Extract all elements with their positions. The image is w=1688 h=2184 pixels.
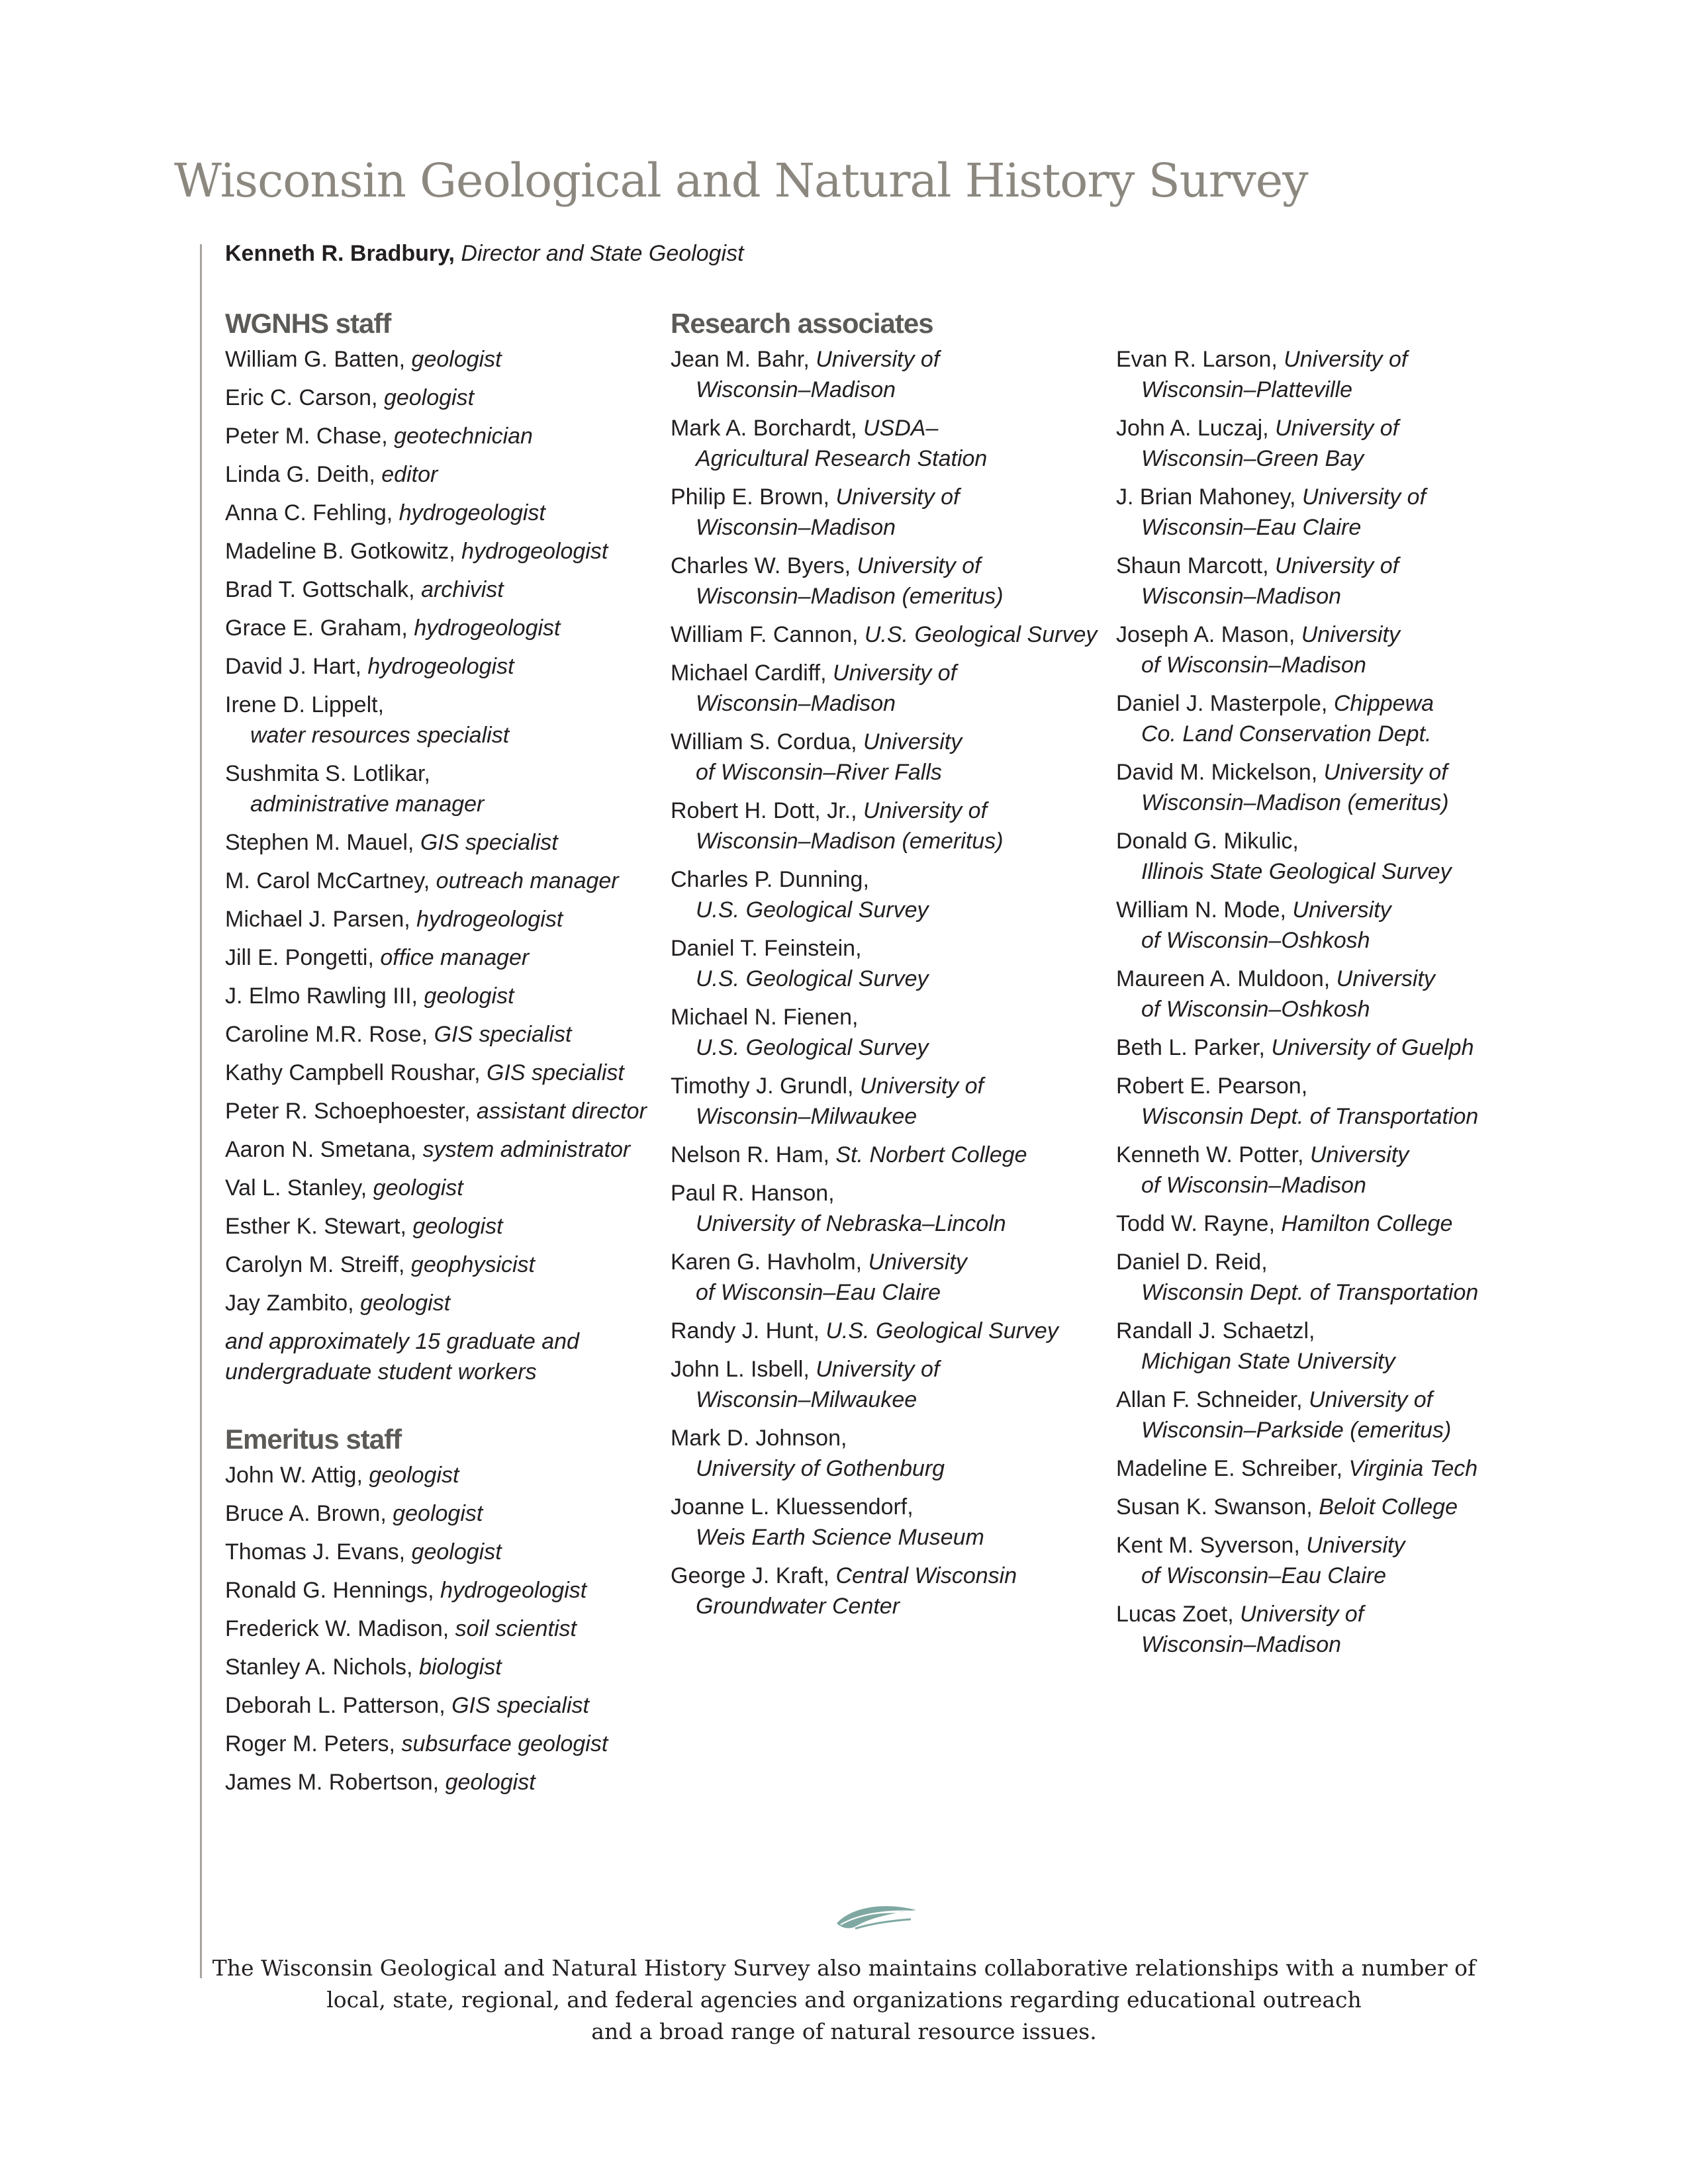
person-role: assistant director bbox=[476, 1099, 647, 1124]
list-item bbox=[225, 1058, 649, 1088]
list-item bbox=[225, 1460, 649, 1490]
person-name: Stanley A. Nichols, bbox=[225, 1655, 413, 1680]
director-name: Kenneth R. Bradbury, bbox=[225, 241, 455, 266]
list-item bbox=[1116, 895, 1487, 956]
person-role: outreach manager bbox=[436, 868, 619, 893]
list-item bbox=[225, 866, 649, 896]
person-role: Chippewa bbox=[1333, 691, 1434, 716]
person-name: Madeline B. Gotkowitz, bbox=[225, 539, 455, 564]
person-role: Beloit College bbox=[1319, 1494, 1458, 1520]
person-affiliation: Co. Land Conservation Dept. bbox=[1141, 721, 1432, 747]
person-name: Randall J. Schaetzl, bbox=[1116, 1318, 1315, 1343]
person-name: Kenneth W. Potter, bbox=[1116, 1142, 1304, 1167]
person-name: Irene D. Lippelt, bbox=[225, 692, 385, 717]
person-name: Peter R. Schoephoester, bbox=[225, 1099, 471, 1124]
list-item bbox=[671, 1178, 1107, 1239]
person-name: John L. Isbell, bbox=[671, 1357, 810, 1382]
list-item bbox=[671, 344, 1107, 405]
list-item bbox=[225, 1173, 649, 1203]
list-item bbox=[225, 1690, 649, 1721]
person-affiliation: Illinois State Geological Survey bbox=[1141, 859, 1452, 884]
person-name: Mark D. Johnson, bbox=[671, 1426, 847, 1451]
person-affiliation: Wisconsin–Madison bbox=[696, 515, 896, 540]
person-role: geologist bbox=[369, 1463, 459, 1488]
person-affiliation: Weis Earth Science Museum bbox=[696, 1525, 984, 1550]
person-name: Allan F. Schneider, bbox=[1116, 1387, 1303, 1412]
person-name: Grace E. Graham, bbox=[225, 615, 408, 641]
person-name: Maureen A. Muldoon, bbox=[1116, 966, 1331, 991]
person-name: Jean M. Bahr, bbox=[671, 347, 810, 372]
person-name: Madeline E. Schreiber, bbox=[1116, 1456, 1343, 1481]
associates-column-1 bbox=[671, 303, 1107, 1629]
person-affiliation: University of Nebraska–Lincoln bbox=[696, 1211, 1006, 1236]
person-name: Paul R. Hanson, bbox=[671, 1181, 835, 1206]
list-item bbox=[671, 1354, 1107, 1415]
list-item bbox=[1116, 757, 1487, 818]
list-item bbox=[225, 1767, 649, 1797]
person-name: Esther K. Stewart, bbox=[225, 1214, 406, 1239]
list-item bbox=[1116, 1385, 1487, 1445]
person-name: Evan R. Larson, bbox=[1116, 347, 1278, 372]
person-affiliation: of Wisconsin–Madison bbox=[1141, 653, 1366, 678]
person-role: geologist bbox=[360, 1291, 451, 1316]
list-item bbox=[1116, 1140, 1487, 1201]
person-role: University of bbox=[835, 484, 960, 510]
person-name: Frederick W. Madison, bbox=[225, 1616, 449, 1641]
person-name: Robert H. Dott, Jr., bbox=[671, 798, 857, 823]
person-role: GIS specialist bbox=[487, 1060, 624, 1085]
person-affiliation: U.S. Geological Survey bbox=[696, 966, 929, 991]
list-item bbox=[225, 1575, 649, 1606]
person-role: hydrogeologist bbox=[414, 615, 561, 641]
person-role: geologist bbox=[411, 347, 502, 372]
list-item bbox=[225, 1498, 649, 1529]
person-role: system administrator bbox=[422, 1137, 631, 1162]
person-affiliation: of Wisconsin–Eau Claire bbox=[696, 1280, 941, 1305]
person-role: GIS specialist bbox=[420, 830, 558, 855]
person-role: University of bbox=[1275, 416, 1399, 441]
footer-line-2: local, state, regional, and federal agencies and organizations regarding educational outreach bbox=[326, 1987, 1362, 2013]
person-name: M. Carol McCartney, bbox=[225, 868, 430, 893]
list-item bbox=[225, 1652, 649, 1682]
person-name: Charles W. Byers, bbox=[671, 553, 851, 578]
person-name: Carolyn M. Streiff, bbox=[225, 1252, 405, 1277]
person-name: Linda G. Deith, bbox=[225, 462, 375, 487]
list-item bbox=[1116, 1032, 1487, 1063]
associates-list-1 bbox=[671, 344, 1107, 1621]
associates-list-2 bbox=[1116, 344, 1487, 1660]
person-name: Donald G. Mikulic, bbox=[1116, 829, 1299, 854]
person-name: Todd W. Rayne, bbox=[1116, 1211, 1276, 1236]
person-role: hydrogeologist bbox=[399, 500, 545, 525]
person-role: U.S. Geological Survey bbox=[864, 622, 1098, 647]
person-affiliation: Wisconsin–Green Bay bbox=[1141, 446, 1364, 471]
person-name: Michael J. Parsen, bbox=[225, 907, 410, 932]
person-name: Deborah L. Patterson, bbox=[225, 1693, 445, 1718]
list-item bbox=[1116, 344, 1487, 405]
person-name: Philip E. Brown, bbox=[671, 484, 829, 510]
director-role: Director and State Geologist bbox=[461, 241, 744, 266]
list-item bbox=[1116, 1247, 1487, 1308]
person-role: University of bbox=[857, 553, 981, 578]
person-role: St. Norbert College bbox=[835, 1142, 1027, 1167]
person-affiliation: of Wisconsin–River Falls bbox=[696, 760, 942, 785]
list-item bbox=[225, 758, 649, 819]
person-role: University bbox=[1309, 1142, 1409, 1167]
staff-heading: WGNHS staff bbox=[225, 308, 391, 339]
person-affiliation: Wisconsin–Parkside (emeritus) bbox=[1141, 1418, 1452, 1443]
person-role: biologist bbox=[418, 1655, 502, 1680]
list-item bbox=[671, 551, 1107, 612]
person-affiliation: Wisconsin–Madison (emeritus) bbox=[696, 584, 1004, 609]
list-item bbox=[225, 904, 649, 934]
list-item bbox=[671, 1247, 1107, 1308]
person-role: University bbox=[1292, 897, 1391, 923]
person-affiliation: University of Gothenburg bbox=[696, 1456, 945, 1481]
person-name: Eric C. Carson, bbox=[225, 385, 378, 410]
person-role: U.S. Geological Survey bbox=[825, 1318, 1058, 1343]
person-affiliation: Groundwater Center bbox=[696, 1594, 900, 1619]
person-role: geologist bbox=[383, 385, 475, 410]
person-name: James M. Robertson, bbox=[225, 1770, 440, 1795]
person-role: University of bbox=[833, 660, 957, 686]
leaf-ornament-icon bbox=[833, 1899, 920, 1934]
list-item bbox=[671, 933, 1107, 994]
person-name: Aaron N. Smetana, bbox=[225, 1137, 417, 1162]
person-affiliation: water resources specialist bbox=[250, 723, 510, 748]
list-item bbox=[225, 613, 649, 643]
list-item bbox=[225, 536, 649, 567]
list-item bbox=[225, 1729, 649, 1759]
person-affiliation: Agricultural Research Station bbox=[696, 446, 988, 471]
footer-line-1: The Wisconsin Geological and Natural History Survey also maintains collaborative relationships with a number of bbox=[212, 1955, 1476, 1981]
emeritus-list bbox=[225, 1460, 649, 1797]
person-affiliation: U.S. Geological Survey bbox=[696, 897, 929, 923]
person-name: Karen G. Havholm, bbox=[671, 1250, 863, 1275]
person-name: William S. Cordua, bbox=[671, 729, 857, 754]
person-affiliation: Wisconsin–Eau Claire bbox=[1141, 515, 1362, 540]
student-note-line-1: and approximately 15 graduate and bbox=[225, 1329, 579, 1354]
person-role: hydrogeologist bbox=[461, 539, 608, 564]
list-item bbox=[671, 482, 1107, 543]
person-name: Susan K. Swanson, bbox=[1116, 1494, 1313, 1520]
emeritus-heading: Emeritus staff bbox=[225, 1424, 402, 1455]
list-item bbox=[225, 1250, 649, 1280]
staff-column bbox=[225, 303, 649, 1805]
list-item bbox=[1116, 1530, 1487, 1591]
list-item bbox=[1116, 1453, 1487, 1484]
list-item bbox=[1116, 1316, 1487, 1377]
list-item bbox=[1116, 1599, 1487, 1660]
person-name: Nelson R. Ham, bbox=[671, 1142, 829, 1167]
person-role: office manager bbox=[380, 945, 530, 970]
person-name: David J. Hart, bbox=[225, 654, 361, 679]
list-item bbox=[1116, 688, 1487, 749]
list-item bbox=[1116, 964, 1487, 1024]
staff-list bbox=[225, 344, 649, 1318]
person-name: Roger M. Peters, bbox=[225, 1731, 395, 1756]
person-name: J. Brian Mahoney, bbox=[1116, 484, 1296, 510]
list-item bbox=[1116, 1208, 1487, 1239]
list-item bbox=[671, 413, 1107, 474]
person-name: Bruce A. Brown, bbox=[225, 1501, 387, 1526]
list-item bbox=[225, 1134, 649, 1165]
person-affiliation: Wisconsin–Madison (emeritus) bbox=[696, 829, 1004, 854]
person-role: University of bbox=[859, 1073, 984, 1099]
list-item bbox=[225, 1211, 649, 1242]
person-role: soil scientist bbox=[455, 1616, 577, 1641]
page-title: Wisconsin Geological and Natural History Survey bbox=[174, 154, 1308, 208]
person-name: Stephen M. Mauel, bbox=[225, 830, 414, 855]
person-affiliation: Wisconsin–Milwaukee bbox=[696, 1104, 917, 1129]
person-role: University bbox=[1301, 622, 1400, 647]
person-affiliation: Wisconsin–Platteville bbox=[1141, 377, 1353, 402]
person-role: University of Guelph bbox=[1271, 1035, 1474, 1060]
person-role: geologist bbox=[412, 1214, 503, 1239]
person-role: University bbox=[868, 1250, 967, 1275]
student-note-line-2: undergraduate student workers bbox=[225, 1359, 537, 1385]
person-role: Central Wisconsin bbox=[835, 1563, 1017, 1588]
person-affiliation: U.S. Geological Survey bbox=[696, 1035, 929, 1060]
person-role: hydrogeologist bbox=[367, 654, 514, 679]
person-name: Mark A. Borchardt, bbox=[671, 416, 857, 441]
person-name: William N. Mode, bbox=[1116, 897, 1286, 923]
person-name: John W. Attig, bbox=[225, 1463, 363, 1488]
person-role: geologist bbox=[411, 1539, 502, 1565]
list-item bbox=[225, 827, 649, 858]
person-affiliation: Wisconsin Dept. of Transportation bbox=[1141, 1280, 1479, 1305]
person-name: Anna C. Fehling, bbox=[225, 500, 393, 525]
associates-column-2 bbox=[1116, 303, 1487, 1668]
person-role: geologist bbox=[445, 1770, 536, 1795]
list-item bbox=[225, 344, 649, 375]
person-role: geologist bbox=[424, 983, 514, 1009]
student-note bbox=[225, 1326, 649, 1387]
list-item bbox=[225, 690, 649, 751]
person-affiliation: Wisconsin–Madison bbox=[696, 377, 896, 402]
person-name: Daniel J. Masterpole, bbox=[1116, 691, 1328, 716]
person-name: Kent M. Syverson, bbox=[1116, 1533, 1300, 1558]
list-item bbox=[1116, 482, 1487, 543]
person-affiliation: of Wisconsin–Oshkosh bbox=[1141, 928, 1370, 953]
person-name: Brad T. Gottschalk, bbox=[225, 577, 415, 602]
person-name: J. Elmo Rawling III, bbox=[225, 983, 418, 1009]
person-name: Ronald G. Hennings, bbox=[225, 1578, 434, 1603]
person-name: Beth L. Parker, bbox=[1116, 1035, 1265, 1060]
list-item bbox=[671, 1423, 1107, 1484]
person-name: Timothy J. Grundl, bbox=[671, 1073, 854, 1099]
list-item bbox=[1116, 619, 1487, 680]
list-item bbox=[1116, 826, 1487, 887]
list-item bbox=[225, 1096, 649, 1126]
person-role: University of bbox=[863, 798, 988, 823]
person-name: Charles P. Dunning, bbox=[671, 867, 869, 892]
person-role: University of bbox=[1309, 1387, 1433, 1412]
person-role: University of bbox=[1301, 484, 1427, 510]
list-item bbox=[225, 1614, 649, 1644]
person-name: Joseph A. Mason, bbox=[1116, 622, 1295, 647]
list-item bbox=[225, 498, 649, 528]
person-affiliation: Wisconsin–Madison bbox=[696, 691, 896, 716]
person-affiliation: of Wisconsin–Oshkosh bbox=[1141, 997, 1370, 1022]
person-name: John A. Luczaj, bbox=[1116, 416, 1269, 441]
person-name: Caroline M.R. Rose, bbox=[225, 1022, 428, 1047]
person-affiliation: administrative manager bbox=[250, 792, 485, 817]
list-item bbox=[225, 459, 649, 490]
person-role: University bbox=[1306, 1533, 1405, 1558]
person-name: Thomas J. Evans, bbox=[225, 1539, 406, 1565]
person-role: University of bbox=[816, 1357, 940, 1382]
person-name: Daniel T. Feinstein, bbox=[671, 936, 862, 961]
person-affiliation: Wisconsin–Madison bbox=[1141, 584, 1342, 609]
person-role: University bbox=[1336, 966, 1435, 991]
list-item bbox=[671, 619, 1107, 650]
person-role: University of bbox=[1323, 760, 1448, 785]
list-item bbox=[1116, 413, 1487, 474]
person-role: University of bbox=[1275, 553, 1399, 578]
list-item bbox=[671, 727, 1107, 788]
person-role: geologist bbox=[393, 1501, 483, 1526]
person-role: Virginia Tech bbox=[1348, 1456, 1478, 1481]
list-item bbox=[1116, 1071, 1487, 1132]
person-name: Shaun Marcott, bbox=[1116, 553, 1269, 578]
person-name: Joanne L. Kluessendorf, bbox=[671, 1494, 914, 1520]
list-item bbox=[225, 574, 649, 605]
list-item bbox=[225, 383, 649, 413]
list-item bbox=[1116, 1492, 1487, 1522]
list-item bbox=[671, 864, 1107, 925]
list-item bbox=[225, 981, 649, 1011]
person-role: editor bbox=[381, 462, 438, 487]
list-item bbox=[225, 1019, 649, 1050]
left-rule bbox=[200, 244, 202, 1978]
person-role: geologist bbox=[373, 1175, 463, 1201]
person-role: GIS specialist bbox=[434, 1022, 572, 1047]
person-affiliation: Wisconsin–Madison (emeritus) bbox=[1141, 790, 1449, 815]
footer-line-3: and a broad range of natural resource issues. bbox=[591, 2019, 1097, 2044]
person-role: hydrogeologist bbox=[440, 1578, 587, 1603]
footer-text bbox=[0, 1952, 1688, 2048]
person-name: Michael Cardiff, bbox=[671, 660, 827, 686]
list-item bbox=[671, 1561, 1107, 1621]
person-name: Robert E. Pearson, bbox=[1116, 1073, 1308, 1099]
list-item bbox=[225, 651, 649, 682]
person-affiliation: Wisconsin Dept. of Transportation bbox=[1141, 1104, 1479, 1129]
person-name: Val L. Stanley, bbox=[225, 1175, 367, 1201]
person-name: George J. Kraft, bbox=[671, 1563, 829, 1588]
person-role: geotechnician bbox=[394, 424, 533, 449]
person-affiliation: Wisconsin–Madison bbox=[1141, 1632, 1342, 1657]
list-item bbox=[225, 942, 649, 973]
person-name: Daniel D. Reid, bbox=[1116, 1250, 1268, 1275]
list-item bbox=[671, 1002, 1107, 1063]
list-item bbox=[671, 1492, 1107, 1553]
person-role: geophysicist bbox=[410, 1252, 536, 1277]
list-item bbox=[671, 658, 1107, 719]
person-role: GIS specialist bbox=[451, 1693, 589, 1718]
person-name: Peter M. Chase, bbox=[225, 424, 388, 449]
list-item bbox=[225, 421, 649, 451]
person-role: Hamilton College bbox=[1281, 1211, 1453, 1236]
person-name: Jay Zambito, bbox=[225, 1291, 354, 1316]
person-affiliation: Wisconsin–Milwaukee bbox=[696, 1387, 917, 1412]
associates-heading: Research associates bbox=[671, 308, 933, 339]
person-role: University of bbox=[816, 347, 940, 372]
person-name: Randy J. Hunt, bbox=[671, 1318, 820, 1343]
person-role: USDA– bbox=[863, 416, 939, 441]
list-item bbox=[671, 1071, 1107, 1132]
list-item bbox=[225, 1537, 649, 1567]
person-affiliation: of Wisconsin–Madison bbox=[1141, 1173, 1366, 1198]
person-name: David M. Mickelson, bbox=[1116, 760, 1318, 785]
person-role: University bbox=[863, 729, 962, 754]
list-item bbox=[671, 1316, 1107, 1346]
person-name: Sushmita S. Lotlikar, bbox=[225, 761, 430, 786]
director-line bbox=[225, 241, 744, 267]
person-affiliation: Michigan State University bbox=[1141, 1349, 1395, 1374]
person-name: Jill E. Pongetti, bbox=[225, 945, 374, 970]
person-role: University of bbox=[1284, 347, 1408, 372]
person-role: hydrogeologist bbox=[416, 907, 563, 932]
person-role: archivist bbox=[421, 577, 504, 602]
list-item bbox=[671, 796, 1107, 856]
list-item bbox=[1116, 551, 1487, 612]
person-name: William G. Batten, bbox=[225, 347, 406, 372]
list-item bbox=[671, 1140, 1107, 1170]
person-role: University of bbox=[1240, 1602, 1364, 1627]
person-affiliation: of Wisconsin–Eau Claire bbox=[1141, 1563, 1387, 1588]
person-name: Lucas Zoet, bbox=[1116, 1602, 1234, 1627]
person-role: subsurface geologist bbox=[401, 1731, 608, 1756]
person-name: Kathy Campbell Roushar, bbox=[225, 1060, 481, 1085]
person-name: Michael N. Fienen, bbox=[671, 1005, 859, 1030]
person-name: William F. Cannon, bbox=[671, 622, 859, 647]
list-item bbox=[225, 1288, 649, 1318]
